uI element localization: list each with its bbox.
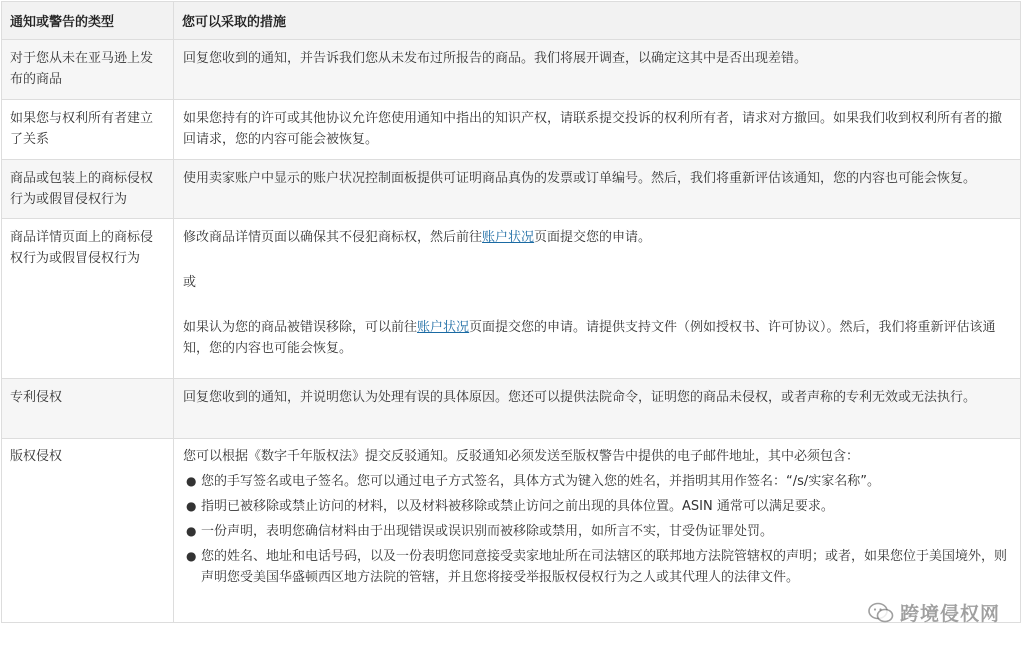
row-action [174, 219, 1021, 379]
action-text: 修改商品详情页面以确保其不侵犯商标权，然后前往 [183, 230, 483, 245]
bullet-icon: ● [186, 474, 197, 488]
list-item-text: 您的姓名、地址和电话号码，以及一份表明您同意接受卖家地址所在司法辖区的联邦地方法院管辖权的声明；或者，如果您位于美国境外，则声明您受美国华盛顿西区地方法院的管辖，并且您将接受举报版权侵权行为之人或其代理人的法律文件。 [201, 549, 1008, 585]
list-item-text: 一份声明，表明您确信材料由于出现错误或误识别而被移除或禁用，如所言不实，甘受伪证罪处罚。 [201, 524, 774, 539]
table-row [2, 160, 1021, 219]
requirements-list [183, 471, 1014, 588]
row-type: 商品或包装上的商标侵权行为或假冒侵权行为 [2, 160, 174, 219]
row-action: 回复您收到的通知，并说明您认为处理有误的具体原因。您还可以提供法院命令，证明您的商品未侵权，或者声称的专利无效或无法执行。 [174, 379, 1021, 439]
row-type: 对于您从未在亚马逊上发布的商品 [2, 40, 174, 100]
action-text: 如果认为您的商品被错误移除，可以前往 [183, 320, 418, 335]
action-intro: 您可以根据《数字千年版权法》提交反驳通知。反驳通知必须发送至版权警告中提供的电子邮件地址，其中必须包含： [183, 449, 860, 464]
list-item [183, 471, 1014, 492]
table-row [2, 439, 1021, 623]
header-action: 您可以采取的措施 [174, 2, 1021, 40]
list-item [183, 546, 1014, 588]
bullet-icon: ● [186, 499, 197, 513]
watermark-text: 跨境侵权网 [899, 603, 1000, 625]
bullet-icon: ● [186, 549, 197, 563]
wechat-icon [868, 602, 894, 624]
watermark [868, 599, 1000, 626]
row-action [174, 439, 1021, 623]
notice-actions-table [1, 1, 1021, 623]
table-row [2, 219, 1021, 379]
bullet-icon: ● [186, 524, 197, 538]
or-text: 或 [183, 275, 197, 290]
list-item-text: 您的手写签名或电子签名。您可以通过电子方式签名，具体方式为键入您的姓名，并指明其用作签名：“/s/实家名称”。 [201, 474, 881, 489]
row-type: 商品详情页面上的商标侵权行为或假冒侵权行为 [2, 219, 174, 379]
action-text: 页面提交您的申请。 [534, 230, 652, 245]
header-type: 通知或警告的类型 [2, 2, 174, 40]
row-action: 回复您收到的通知，并告诉我们您从未发布过所报告的商品。我们将展开调查，以确定这其中是否出现差错。 [174, 40, 1021, 100]
list-item-text: 指明已被移除或禁止访问的材料，以及材料被移除或禁止访问之前出现的具体位置。ASIN 通常可以满足要求。 [201, 499, 834, 514]
action-paragraph [183, 317, 1014, 359]
table-header-row [2, 2, 1021, 40]
action-paragraph [183, 227, 1014, 248]
row-type: 版权侵权 [2, 439, 174, 623]
table-row [2, 40, 1021, 100]
account-health-link[interactable]: 账户状况 [417, 320, 470, 335]
action-text: 页面提交您的申请。请提供支持文件（例如授权书、许可协议）。然后，我们将重新评估该通知，您的内容也可能会恢复。 [183, 320, 996, 356]
list-item [183, 521, 1014, 542]
table-row [2, 379, 1021, 439]
row-action: 使用卖家账户中显示的账户状况控制面板提供可证明商品真伪的发票或订单编号。然后，我们将重新评估该通知，您的内容也可能会恢复。 [174, 160, 1021, 219]
row-type: 如果您与权利所有者建立了关系 [2, 100, 174, 160]
row-type: 专利侵权 [2, 379, 174, 439]
account-health-link[interactable]: 账户状况 [482, 230, 535, 245]
list-item [183, 496, 1014, 517]
row-action: 如果您持有的许可或其他协议允许您使用通知中指出的知识产权，请联系提交投诉的权利所有者，请求对方撤回。如果我们收到权利所有者的撤回请求，您的内容可能会被恢复。 [174, 100, 1021, 160]
table-row [2, 100, 1021, 160]
